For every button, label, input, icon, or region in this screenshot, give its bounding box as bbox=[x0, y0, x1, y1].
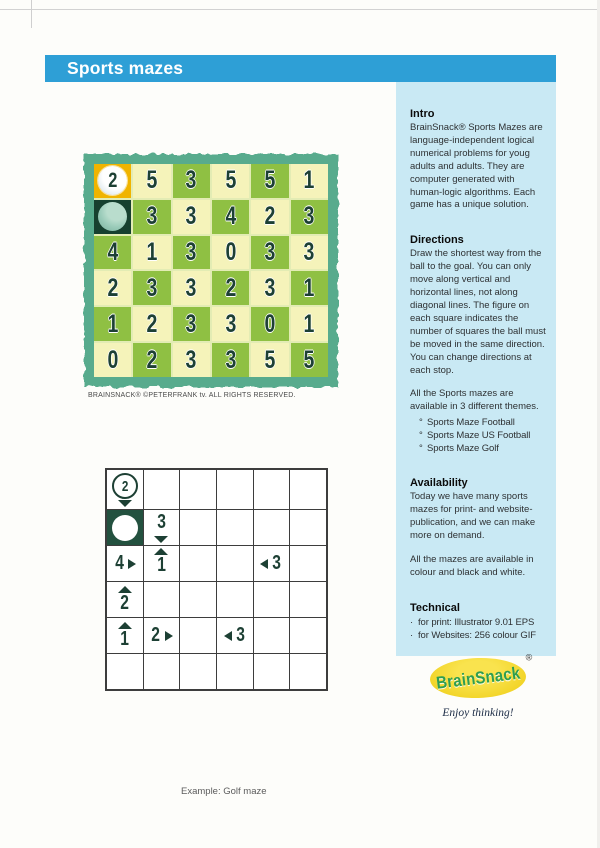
maze-cell bbox=[212, 236, 249, 270]
maze-cell bbox=[291, 200, 328, 234]
maze-cell bbox=[144, 546, 180, 581]
maze-cell bbox=[251, 307, 288, 341]
maze-digit: 3 bbox=[303, 238, 315, 267]
maze-cell bbox=[173, 307, 210, 341]
maze-cell bbox=[254, 510, 290, 545]
example-caption: Example: Golf maze bbox=[181, 786, 267, 797]
maze-digit: 3 bbox=[146, 202, 158, 231]
maze-digit: 1 bbox=[303, 273, 315, 302]
maze-cell bbox=[107, 470, 143, 509]
down-arrow-icon bbox=[118, 500, 132, 507]
maze-digit: 3 bbox=[185, 309, 197, 338]
maze-cell bbox=[290, 582, 326, 617]
maze-cell bbox=[212, 164, 249, 198]
maze-cell bbox=[133, 200, 170, 234]
maze-digit: 1 bbox=[146, 238, 158, 267]
maze-cell bbox=[173, 164, 210, 198]
maze-cell bbox=[144, 618, 180, 653]
bullet-icon: ° bbox=[419, 430, 423, 442]
left-arrow-icon bbox=[224, 631, 232, 641]
maze-cell bbox=[290, 510, 326, 545]
paragraph: BrainSnack® Sports Mazes are language-independent logical numerical problems for youg adults and adults. They are computer generated with human-logic algorithms. Each game has a unique solution. bbox=[410, 122, 543, 211]
paragraph: All the mazes are available in colour and black and white. bbox=[410, 553, 534, 578]
maze-digit: 2 bbox=[108, 169, 118, 193]
maze-digit: 3 bbox=[185, 202, 197, 231]
list-item: ° Sports Maze Golf bbox=[419, 443, 499, 455]
maze-cell bbox=[291, 307, 328, 341]
maze-cell bbox=[217, 510, 253, 545]
maze-cell bbox=[133, 343, 170, 377]
maze-cell bbox=[144, 582, 180, 617]
ball-icon bbox=[98, 202, 127, 231]
maze-digit: 3 bbox=[225, 309, 237, 338]
maze-cell bbox=[290, 618, 326, 653]
list-item: ° Sports Maze Football bbox=[419, 417, 515, 429]
maze-digit: 2 bbox=[151, 624, 161, 646]
logo-tagline: Enjoy thinking! bbox=[442, 706, 514, 719]
maze-cell bbox=[133, 164, 170, 198]
scan-edge-left bbox=[31, 0, 32, 28]
maze-cell bbox=[94, 200, 131, 234]
maze-cell bbox=[144, 510, 180, 545]
golf-ball-icon bbox=[98, 166, 127, 195]
maze-digit: 4 bbox=[114, 552, 124, 574]
maze-digit: 2 bbox=[225, 273, 237, 302]
page-title: Sports mazes bbox=[67, 58, 184, 78]
list bbox=[410, 616, 546, 642]
color-maze bbox=[84, 154, 338, 387]
maze-cell bbox=[291, 236, 328, 270]
registered-mark-icon: ® bbox=[525, 651, 533, 662]
maze-digit: 3 bbox=[185, 273, 197, 302]
maze-cell bbox=[94, 307, 131, 341]
maze-cell bbox=[133, 307, 170, 341]
maze-cell bbox=[173, 271, 210, 305]
paragraph: Today we have many sports mazes for print- and website-publication, and we can make more on demand. bbox=[410, 491, 536, 541]
section-heading: Availability bbox=[410, 477, 468, 490]
maze-cell bbox=[107, 618, 143, 653]
left-arrow-icon bbox=[260, 559, 268, 569]
maze-cell bbox=[133, 271, 170, 305]
maze-digit: 3 bbox=[272, 552, 282, 574]
maze-cell bbox=[212, 307, 249, 341]
start-circle-icon bbox=[112, 473, 138, 499]
right-arrow-icon bbox=[128, 559, 136, 569]
maze-digit: 3 bbox=[225, 345, 237, 374]
maze-digit: 5 bbox=[225, 166, 237, 195]
maze-digit: 2 bbox=[120, 592, 130, 614]
sidebar-section bbox=[410, 223, 546, 455]
maze-digit: 0 bbox=[225, 238, 237, 267]
maze-digit: 3 bbox=[264, 238, 276, 267]
paragraph: Draw the shortest way from the ball to the goal. You can only move along vertical and horizontal lines, not along diagonal lines. The figure on each square indicates the number of squares the ball must be moved in the same direction. You can change directions at each stop. bbox=[410, 248, 546, 376]
color-maze-grid bbox=[94, 164, 328, 377]
bw-maze-grid bbox=[105, 468, 328, 691]
logo-ellipse-icon bbox=[429, 651, 533, 699]
maze-cell bbox=[291, 164, 328, 198]
maze-digit: 2 bbox=[107, 273, 119, 302]
maze-cell bbox=[173, 343, 210, 377]
maze-digit: 3 bbox=[185, 345, 197, 374]
section-heading: Technical bbox=[410, 601, 460, 614]
bullet-icon: · bbox=[410, 629, 414, 641]
maze-cell bbox=[254, 582, 290, 617]
ball-icon bbox=[112, 515, 138, 541]
list-item: · for Websites: 256 colour GIF bbox=[410, 629, 536, 641]
sidebar-section bbox=[410, 108, 546, 212]
logo-brand-text: BrainSnack bbox=[434, 662, 522, 693]
maze-digit: 2 bbox=[146, 345, 158, 374]
paragraph: All the Sports mazes are available in 3 different themes. bbox=[410, 388, 539, 413]
header-bar bbox=[45, 55, 556, 82]
maze-cell bbox=[107, 654, 143, 689]
sidebar-section bbox=[410, 591, 546, 642]
list-item: · for print: Illustrator 9.01 EPS bbox=[410, 616, 535, 628]
maze-cell bbox=[94, 164, 131, 198]
maze-digit: 4 bbox=[107, 238, 119, 267]
maze-digit: 1 bbox=[157, 554, 166, 576]
maze-cell bbox=[180, 470, 216, 509]
bullet-icon: ° bbox=[419, 417, 423, 429]
maze-cell bbox=[251, 200, 288, 234]
section-heading: Directions bbox=[410, 234, 464, 247]
right-arrow-icon bbox=[165, 631, 173, 641]
maze-digit: 3 bbox=[185, 238, 197, 267]
maze-cell bbox=[254, 546, 290, 581]
maze-cell bbox=[251, 164, 288, 198]
bullet-icon: · bbox=[410, 616, 414, 628]
maze-cell bbox=[94, 236, 131, 270]
section-heading: Intro bbox=[410, 108, 435, 120]
maze-digit: 0 bbox=[107, 345, 119, 374]
sidebar-section bbox=[410, 466, 546, 579]
maze-digit: 3 bbox=[235, 624, 245, 646]
maze-cell bbox=[144, 654, 180, 689]
maze-cell bbox=[217, 546, 253, 581]
maze-digit: 5 bbox=[146, 166, 158, 195]
maze-cell bbox=[173, 236, 210, 270]
maze-digit: 5 bbox=[303, 345, 315, 374]
maze-digit: 3 bbox=[146, 273, 158, 302]
maze-digit: 2 bbox=[121, 477, 129, 495]
maze-cell bbox=[180, 618, 216, 653]
maze-cell bbox=[251, 236, 288, 270]
maze-digit: 5 bbox=[264, 166, 276, 195]
maze-cell bbox=[212, 343, 249, 377]
maze-cell bbox=[217, 470, 253, 509]
maze-cell bbox=[254, 618, 290, 653]
maze-cell bbox=[290, 546, 326, 581]
maze-digit: 2 bbox=[264, 202, 276, 231]
maze-digit: 1 bbox=[120, 628, 130, 650]
maze-cell bbox=[144, 470, 180, 509]
list-item: ° Sports Maze US Football bbox=[419, 430, 531, 442]
maze-cell bbox=[180, 654, 216, 689]
brainsnack-logo bbox=[410, 651, 546, 719]
maze-digit: 4 bbox=[225, 202, 237, 231]
maze-cell bbox=[251, 343, 288, 377]
maze-digit: 1 bbox=[107, 309, 119, 338]
maze-digit: 3 bbox=[264, 273, 276, 302]
maze-digit: 1 bbox=[303, 166, 315, 195]
maze-cell bbox=[107, 546, 143, 581]
maze-cell bbox=[251, 271, 288, 305]
maze-cell bbox=[107, 582, 143, 617]
scan-edge-top bbox=[0, 9, 600, 10]
maze-digit: 3 bbox=[157, 511, 166, 533]
maze-digit: 5 bbox=[264, 345, 276, 374]
down-arrow-icon bbox=[154, 536, 168, 543]
maze-digit: 1 bbox=[303, 309, 315, 338]
maze-cell bbox=[133, 236, 170, 270]
maze-cell bbox=[94, 271, 131, 305]
maze-cell bbox=[180, 546, 216, 581]
sidebar-sections bbox=[410, 108, 546, 642]
maze-cell bbox=[291, 343, 328, 377]
sidebar bbox=[396, 82, 556, 719]
maze-cell bbox=[217, 618, 253, 653]
maze-cell bbox=[180, 510, 216, 545]
maze-cell bbox=[254, 470, 290, 509]
maze-cell bbox=[212, 200, 249, 234]
maze-cell bbox=[180, 582, 216, 617]
color-maze-copyright: BRAINSNACK® ©PETERFRANK tv. ALL RIGHTS RESERVED. bbox=[88, 392, 296, 399]
maze-cell bbox=[217, 654, 253, 689]
bullet-icon: ° bbox=[419, 443, 423, 455]
maze-cell bbox=[291, 271, 328, 305]
maze-cell bbox=[212, 271, 249, 305]
maze-cell bbox=[173, 200, 210, 234]
maze-cell bbox=[290, 470, 326, 509]
maze-cell bbox=[290, 654, 326, 689]
maze-digit: 3 bbox=[185, 166, 197, 195]
maze-digit: 0 bbox=[264, 309, 276, 338]
list bbox=[410, 416, 546, 455]
maze-digit: 2 bbox=[146, 309, 158, 338]
maze-cell bbox=[107, 510, 143, 545]
maze-cell bbox=[94, 343, 131, 377]
maze-digit: 3 bbox=[303, 202, 315, 231]
maze-cell bbox=[254, 654, 290, 689]
maze-cell bbox=[217, 582, 253, 617]
